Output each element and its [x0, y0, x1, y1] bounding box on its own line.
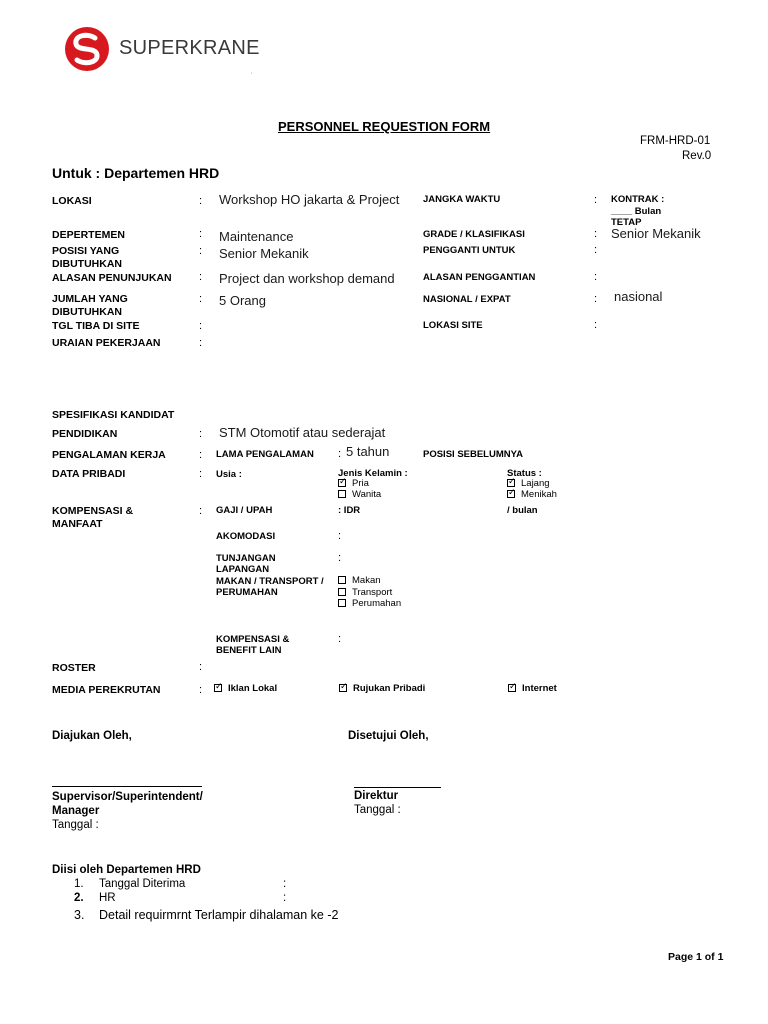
tanggal-left-label: Tanggal : — [52, 819, 99, 831]
jumlah-label: JUMLAH YANG DIBUTUHKAN — [52, 293, 128, 318]
colon: : — [338, 448, 342, 460]
departemen-label: DEPERTEMEN — [52, 229, 125, 241]
colon: : — [338, 530, 342, 542]
colon: : — [199, 245, 203, 257]
grade-label: GRADE / KLASIFIKASI — [423, 229, 525, 240]
colon: : — [338, 552, 342, 564]
wanita-label: Wanita — [352, 489, 382, 500]
makan-transport-label: MAKAN / TRANSPORT / PERUMAHAN — [216, 576, 324, 598]
akomodasi-label: AKOMODASI — [216, 531, 276, 542]
perumahan-option[interactable] — [338, 598, 401, 610]
colon: : — [199, 195, 203, 207]
idr-label: : IDR — [338, 505, 361, 516]
makan-label: Makan — [352, 575, 381, 586]
pendidikan-label: PENDIDIKAN — [52, 428, 118, 440]
media-label: MEDIA PEREKRUTAN — [52, 684, 161, 696]
rujukan-label: Rujukan Pribadi — [353, 683, 426, 694]
supervisor-signature-line — [52, 786, 202, 787]
makan-option[interactable] — [338, 575, 381, 587]
hrd-item-3-text: Detail requirmrnt Terlampir dihalaman ke -2 — [99, 908, 339, 922]
colon: : — [338, 633, 342, 645]
jangka-waktu-label: JANGKA WAKTU — [423, 194, 501, 205]
tetap-label: TETAP — [611, 217, 642, 228]
colon: : — [594, 194, 598, 206]
iklan-label: Iklan Lokal — [228, 683, 278, 694]
hrd-heading: Diisi oleh Departemen HRD — [52, 864, 201, 876]
jenis-kelamin-label: Jenis Kelamin : — [338, 468, 408, 479]
usia-label: Usia : — [216, 469, 242, 480]
lajang-label: Lajang — [521, 478, 550, 489]
hrd-item-2-num: 2. — [74, 892, 84, 904]
colon: : — [199, 505, 203, 517]
form-revision: Rev.0 — [682, 150, 712, 162]
rujukan-checkbox[interactable] — [339, 684, 347, 692]
pengalaman-label: PENGALAMAN KERJA — [52, 449, 166, 461]
iklan-option[interactable] — [214, 683, 277, 694]
menikah-label: Menikah — [521, 489, 557, 500]
hrd-item-2-text: HR — [99, 892, 116, 904]
data-pribadi-label: DATA PRIBADI — [52, 468, 126, 480]
colon: : — [199, 468, 203, 480]
colon: : — [594, 244, 598, 256]
diajukan-label: Diajukan Oleh, — [52, 730, 132, 742]
internet-label: Internet — [522, 683, 557, 694]
pria-option[interactable] — [338, 478, 369, 490]
pendidikan-value: STM Otomotif atau sederajat — [219, 425, 386, 440]
hrd-item-3-num: 3. — [74, 908, 85, 922]
colon: : — [199, 271, 203, 283]
lokasi-value: Workshop HO jakarta & Project — [219, 192, 400, 207]
lajang-checkbox[interactable] — [507, 479, 515, 487]
wanita-option[interactable] — [338, 489, 381, 501]
colon: : — [594, 228, 598, 240]
menikah-checkbox[interactable] — [507, 490, 515, 498]
perumahan-label: Perumahan — [352, 598, 402, 609]
company-logo — [64, 26, 110, 77]
page-number: Page 1 of 1 — [668, 951, 724, 963]
uraian-label: URAIAN PEKERJAAN — [52, 337, 161, 349]
direktur-label: Direktur — [354, 790, 399, 802]
pria-label: Pria — [352, 478, 369, 489]
lama-pengalaman-label: LAMA PENGALAMAN — [216, 449, 314, 460]
colon: : — [594, 293, 598, 305]
grade-value: Senior Mekanik — [611, 226, 701, 241]
alasan-penunjukan-value: Project dan workshop demand — [219, 271, 395, 286]
brand-name: SUPERKRANE — [119, 37, 260, 59]
nasional-value: nasional — [614, 289, 663, 304]
bulan-label: ____ Bulan — [611, 206, 662, 217]
departemen-value: Maintenance — [219, 229, 294, 244]
kompensasi-label: KOMPENSASI & MANFAAT — [52, 505, 134, 530]
nasional-label: NASIONAL / EXPAT — [423, 294, 511, 305]
direktur-signature-line — [354, 787, 441, 788]
internet-checkbox[interactable] — [508, 684, 516, 692]
form-title: PERSONNEL REQUESTION FORM — [278, 119, 491, 134]
gaji-label: GAJI / UPAH — [216, 505, 273, 516]
rujukan-option[interactable] — [339, 683, 425, 694]
colon: : — [199, 684, 203, 696]
colon: : — [594, 271, 598, 283]
colon: : — [199, 293, 203, 305]
hrd-item-1-colon: : — [283, 878, 287, 890]
internet-option[interactable] — [508, 683, 557, 694]
roster-label: ROSTER — [52, 662, 96, 674]
posisi-value: Senior Mekanik — [219, 246, 309, 261]
menikah-option[interactable] — [507, 489, 557, 501]
hrd-item-1-text: Tanggal Diterima — [99, 878, 186, 890]
lokasi-site-label: LOKASI SITE — [423, 320, 483, 331]
colon: : — [199, 320, 203, 332]
superkrane-logo-icon — [64, 26, 110, 72]
transport-label: Transport — [352, 587, 393, 598]
perumahan-checkbox[interactable] — [338, 599, 346, 607]
alasan-penunjukan-label: ALASAN PENUNJUKAN — [52, 272, 172, 284]
kontrak-label: KONTRAK : — [611, 194, 665, 205]
supervisor-label: Supervisor/Superintendent/ Manager — [52, 791, 203, 817]
kompensasi-lain-label: KOMPENSASI & BENEFIT LAIN — [216, 634, 290, 656]
status-label: Status : — [507, 468, 542, 479]
hrd-item-2-colon: : — [283, 892, 287, 904]
colon: : — [199, 661, 203, 673]
posisi-sebelumnya-label: POSISI SEBELUMNYA — [423, 449, 523, 460]
colon: : — [594, 319, 598, 331]
colon: : — [199, 449, 203, 461]
lokasi-label: LOKASI — [52, 195, 92, 207]
tanggal-right-label: Tanggal : — [354, 804, 401, 816]
hrd-item-1-num: 1. — [74, 878, 84, 890]
alasan-penggantian-label: ALASAN PENGGANTIAN — [423, 272, 536, 283]
wanita-checkbox[interactable] — [338, 490, 346, 498]
disetujui-label: Disetujui Oleh, — [348, 730, 429, 742]
dot-mark: ' — [251, 73, 253, 79]
colon: : — [199, 228, 203, 240]
untuk-heading: Untuk : Departemen HRD — [52, 165, 220, 181]
per-bulan-label: / bulan — [507, 505, 538, 516]
transport-checkbox[interactable] — [338, 588, 346, 596]
transport-option[interactable] — [338, 587, 392, 599]
jumlah-value: 5 Orang — [219, 293, 266, 308]
pengganti-label: PENGGANTI UNTUK — [423, 245, 516, 256]
lama-pengalaman-value: 5 tahun — [346, 444, 390, 459]
tgl-tiba-label: TGL TIBA DI SITE — [52, 320, 140, 332]
iklan-checkbox[interactable] — [214, 684, 222, 692]
spesifikasi-heading: SPESIFIKASI KANDIDAT — [52, 409, 175, 421]
form-code: FRM-HRD-01 — [640, 135, 711, 147]
tunjangan-label: TUNJANGAN LAPANGAN — [216, 553, 276, 575]
pria-checkbox[interactable] — [338, 479, 346, 487]
colon: : — [199, 337, 203, 349]
makan-checkbox[interactable] — [338, 576, 346, 584]
colon: : — [199, 428, 203, 440]
posisi-label: POSISI YANG DIBUTUHKAN — [52, 245, 122, 270]
